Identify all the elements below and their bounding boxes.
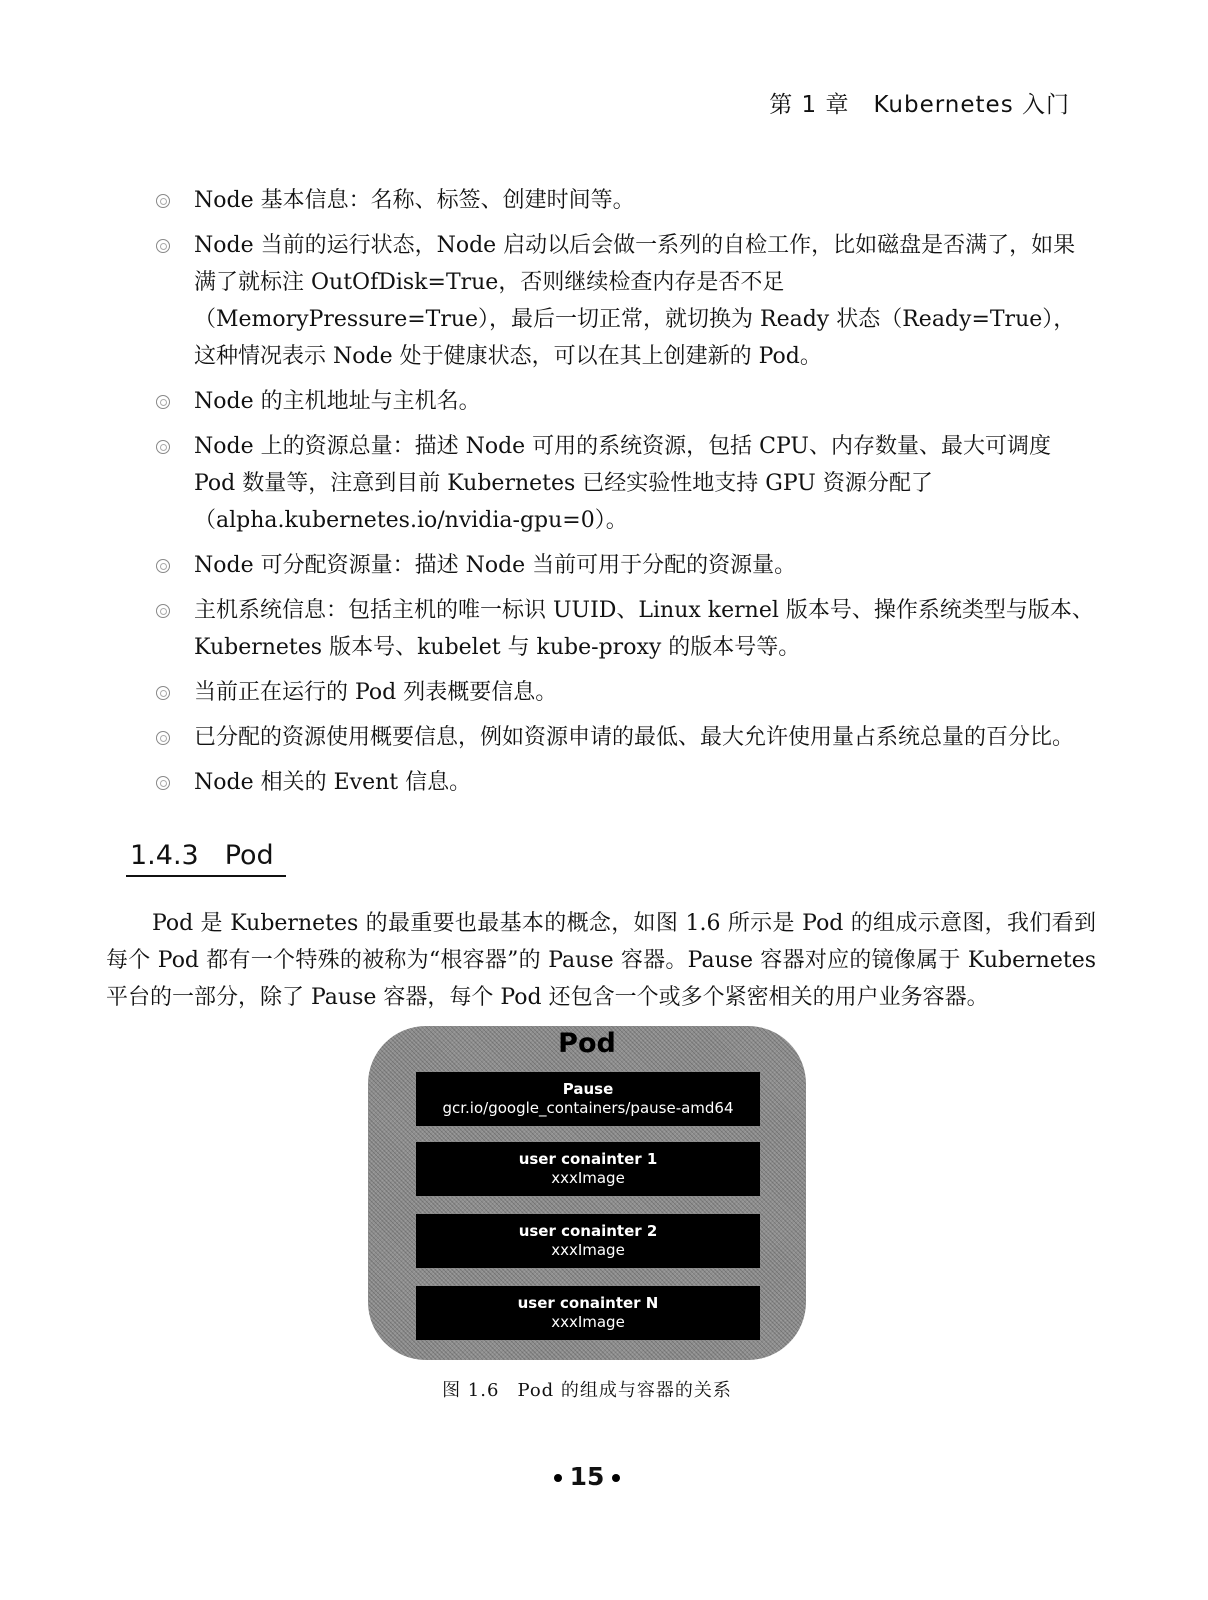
- node-info-list: [150, 182, 1096, 809]
- pod-diagram-title: Pod: [558, 1028, 616, 1059]
- list-item: [150, 227, 1096, 375]
- circle-bullet-icon: [156, 604, 170, 618]
- section-heading: [126, 840, 286, 877]
- list-item-text: Node 上的资源总量：描述 Node 可用的系统资源，包括 CPU、内存数量、最大可调度 Pod 数量等，注意到目前 Kubernetes 已经实验性地支持 GPU 资源分配了（alpha.kubernetes.io/nvidia-gpu=0）。: [194, 434, 1051, 533]
- list-item-text: Node 的主机地址与主机名。: [194, 389, 481, 414]
- figure-caption-text: Pod 的组成与容器的关系: [517, 1380, 732, 1401]
- list-item: [150, 383, 1096, 420]
- section-number: 1.4.3: [130, 840, 199, 871]
- circle-bullet-icon: [156, 239, 170, 253]
- figure-caption: [0, 1376, 1208, 1402]
- user-container-image: xxxImage: [551, 1241, 625, 1259]
- user-container-box: [416, 1142, 760, 1196]
- user-container-name: user conainter N: [517, 1294, 659, 1312]
- circle-bullet-icon: [156, 559, 170, 573]
- pause-container-name: Pause: [562, 1080, 614, 1098]
- list-item-text: 主机系统信息：包括主机的唯一标识 UUID、Linux kernel 版本号、操作系统类型与版本、Kubernetes 版本号、kubelet 与 kube-proxy 的版本号等。: [194, 598, 1094, 660]
- list-item-text: 当前正在运行的 Pod 列表概要信息。: [194, 680, 558, 705]
- user-container-box: [416, 1286, 760, 1340]
- bullet-dot-icon: [612, 1474, 620, 1482]
- list-item: [150, 764, 1096, 801]
- bullet-dot-icon: [554, 1474, 562, 1482]
- circle-bullet-icon: [156, 731, 170, 745]
- circle-bullet-icon: [156, 194, 170, 208]
- circle-bullet-icon: [156, 686, 170, 700]
- user-container-image: xxxImage: [551, 1169, 625, 1187]
- body-paragraph: Pod 是 Kubernetes 的最重要也最基本的概念，如图 1.6 所示是 Pod 的组成示意图，我们看到每个 Pod 都有一个特殊的被称为“根容器”的 Pause 容器。Pause 容器对应的镜像属于 Kubernetes 平台的一部分，除了 Pause 容器，每个 Pod 还包含一个或多个紧密相关的用户业务容器。: [106, 911, 1096, 1010]
- pod-diagram: [368, 1026, 806, 1360]
- pause-container-image: gcr.io/google_containers/pause-amd64: [442, 1099, 734, 1117]
- circle-bullet-icon: [156, 440, 170, 454]
- list-item: [150, 182, 1096, 219]
- pause-container-box: [416, 1072, 760, 1126]
- list-item-text: Node 可分配资源量：描述 Node 当前可用于分配的资源量。: [194, 553, 797, 578]
- list-item-text: Node 当前的运行状态，Node 启动以后会做一系列的自检工作，比如磁盘是否满了，如果满了就标注 OutOfDisk=True，否则继续检查内存是否不足（MemoryPressure=True），最后一切正常，就切换为 Ready 状态（Ready=True），这种情况表示 Node 处于健康状态，可以在其上创建新的 Pod。: [194, 233, 1076, 369]
- list-item: [150, 592, 1096, 666]
- figure-label: 图 1.6: [442, 1380, 500, 1401]
- circle-bullet-icon: [156, 395, 170, 409]
- page-number: [0, 1462, 1208, 1491]
- user-container-box: [416, 1214, 760, 1268]
- list-item-text: 已分配的资源使用概要信息，例如资源申请的最低、最大允许使用量占系统总量的百分比。: [194, 725, 1075, 750]
- list-item-text: Node 基本信息：名称、标签、创建时间等。: [194, 188, 635, 213]
- user-container-image: xxxImage: [551, 1313, 625, 1331]
- list-item-text: Node 相关的 Event 信息。: [194, 770, 472, 795]
- section-title: Pod: [224, 840, 274, 871]
- list-item: [150, 547, 1096, 584]
- chapter-header: 第 1 章 Kubernetes 入门: [769, 92, 1070, 118]
- list-item: [150, 428, 1096, 539]
- list-item: [150, 719, 1096, 756]
- user-container-name: user conainter 1: [518, 1150, 658, 1168]
- page-number-text: 15: [569, 1462, 605, 1491]
- list-item: [150, 674, 1096, 711]
- user-container-name: user conainter 2: [518, 1222, 658, 1240]
- circle-bullet-icon: [156, 776, 170, 790]
